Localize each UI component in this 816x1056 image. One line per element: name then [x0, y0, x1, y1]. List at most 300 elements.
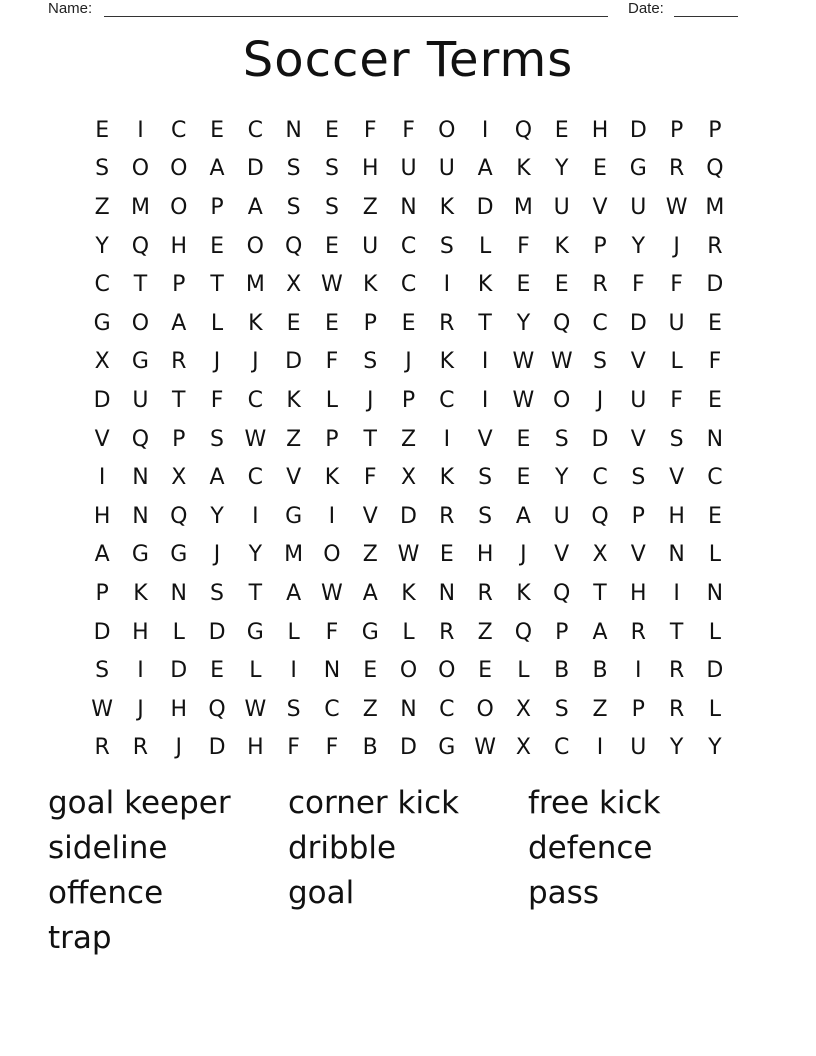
grid-cell[interactable]: E	[210, 658, 224, 684]
grid-cell[interactable]: H	[668, 503, 685, 529]
grid-cell[interactable]: C	[400, 272, 417, 298]
grid-cell[interactable]: H	[630, 580, 647, 606]
grid-cell[interactable]: N	[706, 580, 724, 606]
grid-cell[interactable]: J	[175, 735, 182, 761]
grid-cell[interactable]: L	[402, 619, 415, 645]
grid-cell[interactable]: K	[363, 272, 378, 298]
grid-cell[interactable]: Q	[170, 503, 188, 529]
grid-cell[interactable]: P	[210, 194, 224, 220]
word-list-item: goal	[288, 875, 355, 911]
grid-cell[interactable]: D	[93, 387, 111, 413]
grid-cell[interactable]: I	[481, 117, 489, 143]
grid-cell[interactable]: O	[476, 696, 494, 722]
grid-cell[interactable]: Q	[553, 310, 571, 336]
grid-cell[interactable]: E	[707, 310, 722, 336]
grid-cell[interactable]: S	[593, 349, 607, 375]
grid-cell[interactable]: F	[402, 117, 415, 143]
grid-cell[interactable]: K	[477, 272, 493, 298]
grid-cell[interactable]: R	[668, 156, 685, 182]
grid-cell[interactable]: I	[443, 272, 451, 298]
grid-cell[interactable]: C	[247, 117, 264, 143]
grid-cell[interactable]: S	[478, 503, 493, 529]
name-label: Name:	[48, 0, 93, 17]
grid-cell[interactable]: Z	[362, 542, 378, 568]
grid-cell[interactable]: J	[520, 542, 527, 568]
grid-cell[interactable]: E	[707, 503, 722, 529]
grid-cell[interactable]: N	[400, 194, 417, 220]
grid-cell[interactable]: V	[669, 465, 685, 491]
grid-cell[interactable]: V	[554, 542, 570, 568]
grid-cell[interactable]: J	[366, 387, 374, 413]
grid-cell[interactable]: Z	[362, 194, 378, 220]
grid-cell[interactable]: S	[95, 156, 110, 182]
grid-cell[interactable]: Y	[516, 310, 531, 336]
grid-cell[interactable]: S	[363, 349, 378, 375]
grid-cell[interactable]: C	[247, 465, 264, 491]
grid-cell[interactable]: Q	[553, 580, 571, 606]
grid-cell[interactable]: E	[95, 117, 110, 143]
grid-cell[interactable]: J	[673, 233, 680, 259]
grid-cell[interactable]: E	[516, 426, 531, 452]
grid-cell[interactable]: K	[286, 387, 301, 413]
grid-cell[interactable]: V	[630, 426, 646, 452]
grid-cell[interactable]: X	[592, 542, 608, 568]
grid-cell[interactable]: Y	[554, 465, 569, 491]
grid-cell[interactable]: B	[592, 658, 608, 684]
grid-cell[interactable]: I	[137, 117, 144, 143]
grid-cell[interactable]: V	[362, 503, 378, 529]
grid-cell[interactable]: P	[325, 426, 339, 452]
grid-cell[interactable]: H	[361, 156, 379, 182]
grid-cell[interactable]: L	[287, 619, 300, 645]
grid-cell[interactable]: P	[363, 310, 377, 336]
grid-cell[interactable]: F	[363, 117, 377, 143]
grid-cell[interactable]: Y	[631, 233, 646, 259]
grid-cell[interactable]: O	[399, 658, 418, 684]
grid-cell[interactable]: D	[476, 194, 494, 220]
grid-cell[interactable]: H	[476, 542, 494, 568]
grid-cell[interactable]: Q	[514, 117, 533, 143]
grid-cell[interactable]: S	[324, 194, 339, 220]
grid-cell[interactable]: R	[477, 580, 493, 606]
word-list-item: trap	[48, 920, 112, 956]
grid-cell[interactable]: Z	[400, 426, 417, 452]
grid-cell[interactable]: I	[252, 503, 259, 529]
grid-cell[interactable]: V	[94, 426, 110, 452]
grid-cell[interactable]: U	[438, 156, 455, 182]
grid-cell[interactable]: W	[550, 349, 573, 375]
grid-cell[interactable]: G	[131, 349, 149, 375]
grid-cell[interactable]: U	[668, 310, 685, 336]
grid-cell[interactable]: T	[593, 580, 607, 606]
grid-cell[interactable]: O	[246, 233, 264, 259]
grid-cell[interactable]: U	[553, 503, 570, 529]
grid-cell[interactable]: X	[94, 349, 110, 375]
grid-cell[interactable]: N	[706, 426, 724, 452]
grid-cell[interactable]: G	[131, 542, 149, 568]
grid-cell[interactable]: L	[708, 696, 722, 722]
grid-cell[interactable]: D	[400, 735, 417, 761]
grid-cell[interactable]: L	[325, 387, 339, 413]
grid-cell[interactable]: P	[172, 272, 186, 298]
word-list-item: free kick	[528, 785, 661, 821]
grid-cell[interactable]: R	[592, 272, 608, 298]
header-line	[48, 0, 748, 20]
grid-cell[interactable]: R	[668, 658, 685, 684]
grid-cell[interactable]: S	[554, 696, 569, 722]
grid-cell[interactable]: P	[708, 117, 722, 143]
grid-cell[interactable]: R	[439, 619, 455, 645]
grid-cell[interactable]: C	[707, 465, 723, 491]
grid-cell[interactable]: O	[438, 658, 456, 684]
name-field[interactable]	[104, 0, 608, 17]
grid-cell[interactable]: Q	[131, 233, 150, 259]
date-field[interactable]	[674, 0, 738, 17]
grid-cell[interactable]: Y	[210, 503, 224, 529]
grid-cell[interactable]: F	[325, 735, 339, 761]
grid-cell[interactable]: E	[554, 272, 569, 298]
grid-cell[interactable]: F	[210, 387, 224, 413]
grid-cell[interactable]: P	[669, 117, 684, 143]
grid-cell[interactable]: P	[631, 696, 645, 722]
grid-cell[interactable]: F	[363, 465, 377, 491]
grid-cell[interactable]: S	[95, 658, 110, 684]
grid-cell[interactable]: N	[170, 580, 187, 606]
grid-cell[interactable]: E	[439, 542, 454, 568]
grid-cell[interactable]: Y	[708, 735, 722, 761]
grid-cell[interactable]: I	[290, 658, 297, 684]
grid-cell[interactable]: H	[132, 619, 149, 645]
grid-cell[interactable]: K	[324, 465, 340, 491]
grid-cell[interactable]: S	[324, 156, 339, 182]
grid-cell[interactable]: G	[361, 619, 379, 645]
grid-cell[interactable]: L	[478, 233, 492, 259]
grid-cell[interactable]: D	[285, 349, 303, 375]
grid-cell[interactable]: R	[668, 696, 685, 722]
grid-cell[interactable]: V	[477, 426, 493, 452]
grid-cell[interactable]: H	[591, 117, 609, 143]
grid-cell[interactable]: X	[171, 465, 187, 491]
grid-cell[interactable]: O	[553, 387, 571, 413]
grid-cell[interactable]: S	[286, 194, 301, 220]
grid-cell[interactable]: T	[133, 272, 148, 298]
grid-cell[interactable]: M	[130, 194, 150, 220]
grid-cell[interactable]: M	[513, 194, 533, 220]
grid-cell[interactable]: W	[397, 542, 420, 568]
grid-cell[interactable]: J	[596, 387, 604, 413]
grid-cell[interactable]: F	[670, 272, 683, 298]
grid-cell[interactable]: O	[131, 156, 150, 182]
grid-cell[interactable]: R	[707, 233, 723, 259]
grid-cell[interactable]: C	[554, 735, 570, 761]
grid-cell[interactable]: D	[629, 310, 647, 336]
grid-cell[interactable]: K	[439, 465, 455, 491]
grid-cell[interactable]: P	[172, 426, 186, 452]
grid-cell[interactable]: Q	[131, 426, 150, 452]
grid-cell[interactable]: K	[439, 194, 455, 220]
grid-cell[interactable]: U	[362, 233, 379, 259]
grid-cell[interactable]: F	[325, 619, 339, 645]
grid-cell[interactable]: V	[592, 194, 608, 220]
grid-cell[interactable]: K	[248, 310, 263, 336]
grid-cell[interactable]: I	[98, 465, 106, 491]
grid-cell[interactable]: E	[554, 117, 569, 143]
grid-cell[interactable]: T	[210, 272, 224, 298]
grid-cell[interactable]: K	[439, 349, 455, 375]
grid-cell[interactable]: C	[439, 696, 455, 722]
grid-cell[interactable]: I	[635, 658, 642, 684]
grid-cell[interactable]: P	[95, 580, 109, 606]
grid-cell[interactable]: Q	[208, 696, 226, 722]
grid-cell[interactable]: V	[630, 349, 646, 375]
grid-cell[interactable]: P	[593, 233, 607, 259]
grid-cell[interactable]: J	[213, 349, 221, 375]
grid-cell[interactable]: L	[172, 619, 185, 645]
grid-cell[interactable]: C	[247, 387, 264, 413]
grid-cell[interactable]: A	[592, 619, 608, 645]
grid-cell[interactable]: K	[554, 233, 569, 259]
grid-cell[interactable]: N	[132, 465, 149, 491]
grid-cell[interactable]: W	[91, 696, 114, 722]
grid-cell[interactable]: N	[438, 580, 456, 606]
grid-cell[interactable]: A	[247, 194, 263, 220]
grid-cell[interactable]: E	[363, 658, 378, 684]
grid-cell[interactable]: I	[328, 503, 336, 529]
grid-cell[interactable]: F	[325, 349, 339, 375]
grid-cell[interactable]: W	[474, 735, 496, 761]
grid-cell[interactable]: D	[208, 735, 226, 761]
grid-cell[interactable]: X	[515, 696, 531, 722]
grid-cell[interactable]: Z	[477, 619, 493, 645]
grid-cell[interactable]: U	[630, 194, 647, 220]
grid-cell[interactable]: S	[439, 233, 454, 259]
grid-cell[interactable]: U	[553, 194, 570, 220]
grid-cell[interactable]: L	[249, 658, 262, 684]
grid-cell[interactable]: G	[170, 542, 188, 568]
grid-cell[interactable]: K	[516, 156, 531, 182]
grid-cell[interactable]: J	[252, 349, 259, 375]
grid-cell[interactable]: H	[93, 503, 111, 529]
grid-cell[interactable]: F	[631, 272, 645, 298]
grid-cell[interactable]: N	[400, 696, 417, 722]
grid-cell[interactable]: Y	[669, 735, 684, 761]
grid-cell[interactable]: N	[132, 503, 149, 529]
grid-cell[interactable]: O	[438, 117, 456, 143]
grid-cell[interactable]: R	[94, 735, 110, 761]
grid-cell[interactable]: H	[170, 696, 188, 722]
grid-cell[interactable]: O	[170, 156, 188, 182]
grid-cell[interactable]: B	[554, 658, 570, 684]
grid-cell[interactable]: D	[170, 658, 188, 684]
grid-cell[interactable]: D	[706, 272, 724, 298]
grid-cell[interactable]: Q	[706, 156, 724, 182]
grid-cell[interactable]: T	[363, 426, 377, 452]
grid-cell[interactable]: D	[400, 503, 417, 529]
grid-cell[interactable]: G	[93, 310, 111, 336]
grid-cell[interactable]: E	[210, 117, 224, 143]
grid-cell[interactable]: G	[629, 156, 647, 182]
grid-cell[interactable]: O	[323, 542, 341, 568]
grid-cell[interactable]: X	[286, 272, 302, 298]
grid-cell[interactable]: A	[286, 580, 302, 606]
grid-cell[interactable]: C	[439, 387, 455, 413]
grid-cell[interactable]: S	[631, 465, 646, 491]
grid-cell[interactable]: O	[131, 310, 150, 336]
grid-cell[interactable]: L	[670, 349, 683, 375]
grid-cell[interactable]: I	[137, 658, 144, 684]
grid-cell[interactable]: I	[443, 426, 451, 452]
grid-cell[interactable]: D	[706, 658, 724, 684]
grid-cell[interactable]: C	[171, 117, 187, 143]
grid-cell[interactable]: D	[591, 426, 609, 452]
grid-cell[interactable]: E	[516, 272, 531, 298]
grid-cell[interactable]: U	[132, 387, 149, 413]
grid-cell[interactable]: R	[439, 503, 455, 529]
grid-cell[interactable]: M	[705, 194, 725, 220]
grid-cell[interactable]: Q	[514, 619, 533, 645]
grid-cell[interactable]: A	[477, 156, 493, 182]
grid-cell[interactable]: E	[210, 233, 224, 259]
grid-cell[interactable]: W	[244, 696, 267, 722]
grid-cell[interactable]: E	[286, 310, 301, 336]
grid-cell[interactable]: S	[554, 426, 569, 452]
grid-cell[interactable]: E	[324, 117, 339, 143]
grid-cell[interactable]: K	[133, 580, 148, 606]
grid-cell[interactable]: A	[515, 503, 531, 529]
grid-cell[interactable]: Q	[591, 503, 609, 529]
grid-cell[interactable]: B	[362, 735, 378, 761]
grid-cell[interactable]: P	[631, 503, 645, 529]
grid-cell[interactable]: L	[210, 310, 224, 336]
grid-cell[interactable]: S	[478, 465, 493, 491]
grid-cell[interactable]: W	[512, 387, 535, 413]
grid-cell[interactable]: W	[321, 272, 343, 298]
grid-cell[interactable]: E	[324, 310, 339, 336]
grid-cell[interactable]: I	[596, 735, 604, 761]
grid-cell[interactable]: C	[94, 272, 110, 298]
grid-cell[interactable]: G	[285, 503, 303, 529]
word-list-item: corner kick	[288, 785, 460, 821]
grid-cell[interactable]: Z	[362, 696, 378, 722]
grid-cell[interactable]: W	[244, 426, 267, 452]
grid-cell[interactable]: U	[400, 156, 417, 182]
grid-cell[interactable]: S	[286, 696, 301, 722]
grid-cell[interactable]: L	[708, 542, 722, 568]
grid-cell[interactable]: W	[321, 580, 343, 606]
grid-cell[interactable]: H	[170, 233, 188, 259]
grid-cell[interactable]: M	[284, 542, 304, 568]
grid-cell[interactable]: S	[286, 156, 301, 182]
grid-cell[interactable]: N	[668, 542, 685, 568]
grid-cell[interactable]: G	[246, 619, 264, 645]
grid-cell[interactable]: E	[707, 387, 722, 413]
grid-cell[interactable]: A	[362, 580, 378, 606]
grid-cell[interactable]: A	[94, 542, 110, 568]
grid-cell[interactable]: C	[592, 310, 608, 336]
grid-cell[interactable]: V	[286, 465, 302, 491]
grid-cell[interactable]: Z	[592, 696, 608, 722]
word-list	[48, 781, 768, 961]
grid-cell[interactable]: E	[478, 658, 493, 684]
grid-cell[interactable]: F	[287, 735, 300, 761]
grid-cell[interactable]: F	[517, 233, 530, 259]
grid-cell[interactable]: H	[247, 735, 264, 761]
grid-cell[interactable]: J	[213, 542, 221, 568]
grid-cell[interactable]: Z	[94, 194, 110, 220]
grid-cell[interactable]: R	[630, 619, 646, 645]
grid-cell[interactable]: T	[669, 619, 684, 645]
grid-cell[interactable]: T	[478, 310, 492, 336]
grid-cell[interactable]: S	[210, 426, 225, 452]
word-list-item: goal keeper	[48, 785, 231, 821]
grid-cell[interactable]: A	[171, 310, 187, 336]
grid-cell[interactable]: F	[708, 349, 722, 375]
grid-cell[interactable]: I	[673, 580, 680, 606]
grid-cell[interactable]: D	[93, 619, 111, 645]
word-list-item: dribble	[288, 830, 397, 866]
grid-cell[interactable]: L	[708, 619, 722, 645]
grid-cell[interactable]: J	[405, 349, 412, 375]
grid-cell[interactable]: Y	[248, 542, 263, 568]
grid-cell[interactable]: I	[481, 349, 489, 375]
grid-cell[interactable]: K	[516, 580, 531, 606]
grid-cell[interactable]: U	[630, 387, 647, 413]
grid-cell[interactable]: D	[629, 117, 647, 143]
grid-cell[interactable]: L	[517, 658, 530, 684]
grid-cell[interactable]: D	[208, 619, 226, 645]
grid-cell[interactable]: C	[400, 233, 417, 259]
grid-cell[interactable]: T	[248, 580, 263, 606]
grid-cell[interactable]: E	[324, 233, 339, 259]
grid-cell[interactable]: Q	[284, 233, 303, 259]
grid-cell[interactable]: A	[209, 156, 225, 182]
grid-cell[interactable]: W	[512, 349, 535, 375]
grid-cell[interactable]: R	[132, 735, 149, 761]
grid-cell[interactable]: K	[401, 580, 416, 606]
grid-cell[interactable]: E	[401, 310, 416, 336]
grid-cell[interactable]: R	[171, 349, 187, 375]
grid-cell[interactable]: X	[515, 735, 531, 761]
grid-cell[interactable]: X	[400, 465, 417, 491]
grid-cell[interactable]: D	[246, 156, 264, 182]
grid-cell[interactable]: G	[438, 735, 456, 761]
grid-cell[interactable]: W	[665, 194, 688, 220]
grid-cell[interactable]: N	[285, 117, 302, 143]
grid-cell[interactable]: P	[401, 387, 416, 413]
grid-cell[interactable]: U	[630, 735, 647, 761]
grid-cell[interactable]: T	[172, 387, 186, 413]
grid-cell[interactable]: C	[592, 465, 608, 491]
grid-cell[interactable]: N	[323, 658, 341, 684]
grid-cell[interactable]: Y	[554, 156, 569, 182]
grid-cell[interactable]: C	[324, 696, 340, 722]
grid-cell[interactable]: P	[555, 619, 569, 645]
grid-cell[interactable]: I	[481, 387, 489, 413]
grid-cell[interactable]: Z	[286, 426, 302, 452]
grid-cell[interactable]: E	[593, 156, 607, 182]
grid-cell[interactable]: V	[630, 542, 646, 568]
grid-cell[interactable]: O	[170, 194, 188, 220]
grid-cell[interactable]: F	[670, 387, 683, 413]
grid-cell[interactable]: M	[245, 272, 265, 298]
grid-cell[interactable]: Y	[95, 233, 109, 259]
grid-cell[interactable]: S	[669, 426, 684, 452]
grid-cell[interactable]: R	[439, 310, 455, 336]
grid-cell[interactable]: J	[137, 696, 144, 722]
grid-cell[interactable]: E	[516, 465, 531, 491]
grid-cell[interactable]: S	[210, 580, 225, 606]
grid-cell[interactable]: A	[209, 465, 225, 491]
